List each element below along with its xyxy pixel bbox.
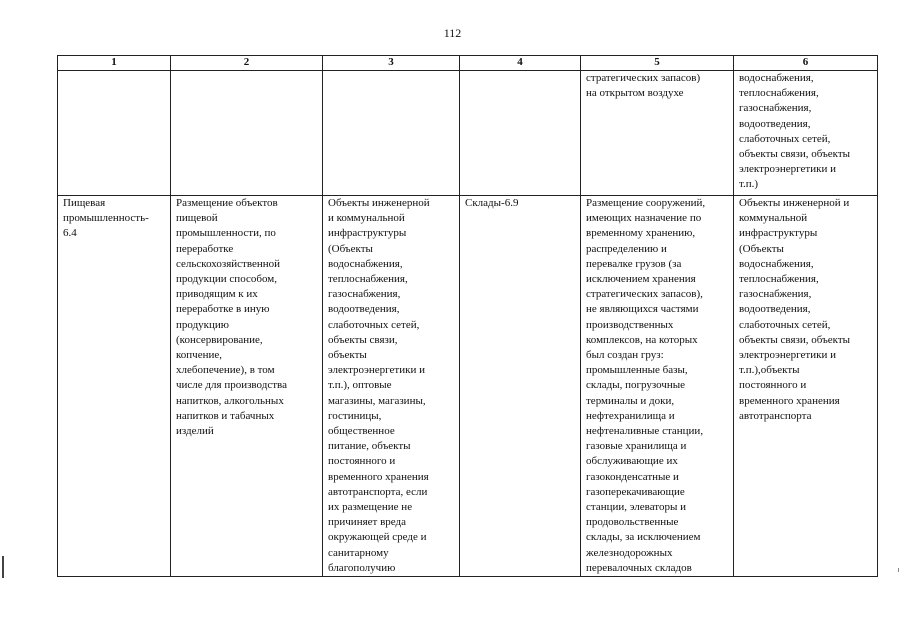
column-header-5: 5 bbox=[581, 56, 734, 71]
cell-text: стратегических запасов) на открытом воздухе bbox=[586, 72, 701, 100]
table-cell bbox=[581, 71, 734, 196]
cell-text: Объекты инженерной и коммунальной инфраструктуры (Объекты водоснабжения, теплоснабжения, газоснабжения, водоотведения, слаботочных сетей, объекты связи, объекты электроэнергетики и т.п.), оптовые магазины, магазины, гостиницы, общественное питание, объекты постоянного и временного хранения автотранспорта, если их размещение не причиняет вреда окружающей среде и санитарному благополучию bbox=[328, 197, 430, 574]
cell-text: водоснабжения, теплоснабжения, газоснабжения, водоотведения, слаботочных сетей, объекты связи, объекты электроэнергетики и т.п.) bbox=[739, 72, 851, 191]
cell-text: Размещение объектов пищевой промышленности, по переработке сельскохозяйственной продукции способом, приводящим к их переработке в иную продукцию (консервирование, копчение, хлебопечение), в том числе для производства напитков, алкогольных напитков и табачных изделий bbox=[176, 197, 287, 438]
table-cell bbox=[581, 196, 734, 577]
column-header-4: 4 bbox=[460, 56, 581, 71]
column-header-1: 1 bbox=[58, 56, 171, 71]
column-header-6: 6 bbox=[734, 56, 878, 71]
table-cell bbox=[734, 196, 878, 577]
table-cell bbox=[460, 71, 581, 196]
cell-text: Размещение сооружений, имеющих назначение по временному хранению, распределению и перевалке грузов (за исключением хранения стратегических запасов), не являющихся частями производственных комплексов, на которых был создан груз: промышленные базы, склады, погрузочные терминалы и доки, нефтехранилища и нефтеналивные станции, газовые хранилища и обслуживающие их газоконденсатные и газоперекачивающие станции, элеваторы и продовольственные склады, за исключением железнодорожных перевалочных складов bbox=[586, 197, 706, 574]
page-number: 112 bbox=[443, 26, 462, 40]
table-cell bbox=[171, 71, 323, 196]
cell-text: Пищевая промышленность- 6.4 bbox=[63, 197, 149, 240]
land-use-table bbox=[57, 55, 878, 577]
cell-text: Склады-6.9 bbox=[465, 197, 519, 209]
table-cell bbox=[58, 71, 171, 196]
table-row bbox=[58, 196, 878, 577]
table-cell bbox=[460, 196, 581, 577]
table-cell bbox=[58, 196, 171, 577]
table-cell bbox=[323, 71, 460, 196]
column-header-3: 3 bbox=[323, 56, 460, 71]
table-header-row bbox=[58, 56, 878, 71]
table-cell bbox=[171, 196, 323, 577]
cell-text: Объекты инженерной и коммунальной инфраструктуры (Объекты водоснабжения, теплоснабжения, газоснабжения, водоотведения, слаботочных сетей, объекты связи, объекты электроэнергетики и т.п.),объекты постоянного и временного хранения автотранспорта bbox=[739, 197, 851, 422]
scan-artifact bbox=[2, 556, 4, 578]
column-header-2: 2 bbox=[171, 56, 323, 71]
table-cell bbox=[323, 196, 460, 577]
table-cell bbox=[734, 71, 878, 196]
table-row bbox=[58, 71, 878, 196]
scan-artifact bbox=[898, 568, 899, 572]
